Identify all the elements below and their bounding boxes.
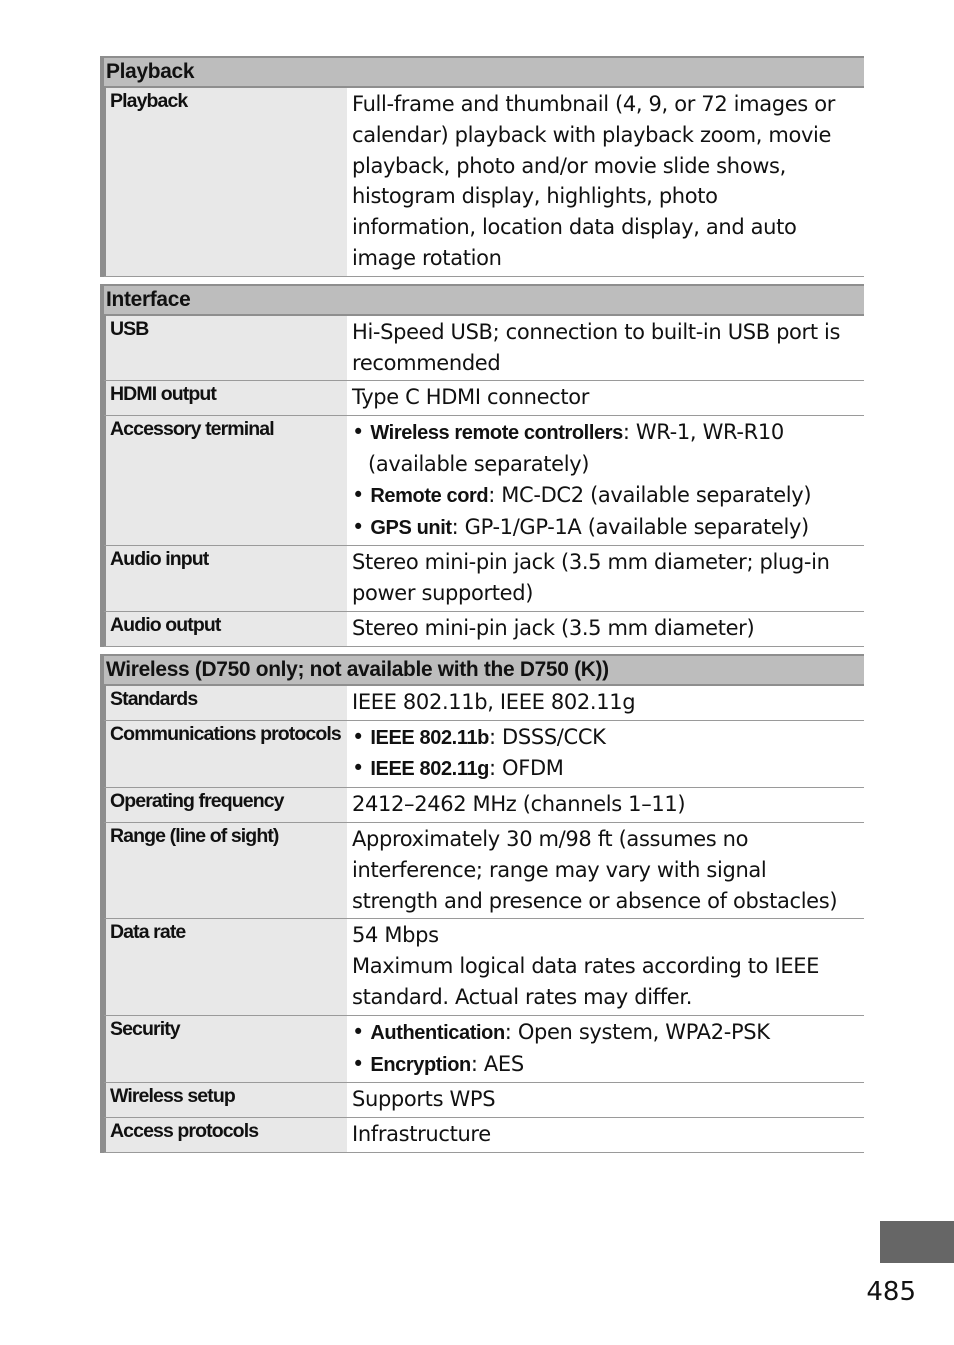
bullet-item: • Remote cord: MC-DC2 (available separately) <box>352 482 812 507</box>
spec-row <box>104 1118 864 1153</box>
bullet-text: : DSSS/CCK <box>489 724 606 749</box>
spec-value-line: Full-frame and thumbnail (4, 9, or 72 images or <box>352 92 836 116</box>
spec-value-line: standard. Actual rates may differ. <box>352 984 693 1009</box>
spec-row <box>104 381 864 416</box>
spec-value-line: Stereo mini-pin jack (3.5 mm diameter; plug-in <box>352 550 830 575</box>
bullet-item: • Authentication: Open system, WPA2-PSK <box>352 1019 770 1044</box>
spec-row <box>104 416 864 546</box>
spec-row <box>104 316 864 382</box>
spec-value-line: Infrastructure <box>352 1122 491 1147</box>
section-header: Wireless (D750 only; not available with the D750 (K)) <box>104 654 864 686</box>
bullet-text: : Open system, WPA2-PSK <box>504 1019 770 1044</box>
spec-value-line: Maximum logical data rates according to IEEE <box>352 954 820 979</box>
spec-value-line: Supports WPS <box>352 1087 496 1112</box>
spec-row <box>104 612 864 647</box>
spec-section <box>100 284 864 647</box>
bullet-key: Encryption <box>370 1053 471 1076</box>
spec-value-line: IEEE 802.11b, IEEE 802.11g <box>352 689 636 714</box>
spec-label: Standards <box>104 686 347 720</box>
spec-value-line: calendar) playback with playback zoom, movie <box>352 122 832 147</box>
spec-label: Communications protocols <box>104 721 347 788</box>
bullet-item: • IEEE 802.11b: DSSS/CCK <box>352 724 606 749</box>
bullet-text: : AES <box>470 1051 524 1076</box>
spec-value-line: image rotation <box>352 245 502 270</box>
spec-value <box>347 721 864 788</box>
spec-value-line: Approximately 30 m/98 ft (assumes no <box>352 826 749 851</box>
bullet-key: Authentication <box>370 1021 505 1044</box>
spec-row <box>104 686 864 721</box>
spec-row <box>104 788 864 823</box>
spec-section <box>100 56 864 277</box>
spec-value-line: playback, photo and/or movie slide shows, <box>352 153 786 178</box>
spec-value-line: Hi-Speed USB; connection to built-in USB port is <box>352 319 841 344</box>
spec-row <box>104 88 864 277</box>
bullet-text: : WR-1, WR-R10 (available separately) <box>368 420 784 476</box>
spec-value <box>347 316 864 381</box>
bullet-key: Wireless remote controllers <box>370 422 623 445</box>
spec-value <box>347 1118 864 1152</box>
spec-value-line: 54 Mbps <box>352 923 439 948</box>
spec-value <box>347 788 864 822</box>
spec-label: Operating frequency <box>104 788 347 822</box>
spec-label: Wireless setup <box>104 1083 347 1117</box>
spec-value-line: Type C HDMI connector <box>352 385 590 410</box>
bullet-text: : GP-1/GP-1A (available separately) <box>451 514 809 539</box>
spec-row <box>104 546 864 612</box>
spec-value <box>347 88 864 276</box>
spec-label: Audio output <box>104 612 347 646</box>
section-tab-marker <box>880 1221 954 1263</box>
spec-value-line: Stereo mini-pin jack (3.5 mm diameter) <box>352 615 755 640</box>
spec-value-line: power supported) <box>352 581 534 606</box>
spec-value <box>347 416 864 545</box>
bullet-key: IEEE 802.11g <box>370 758 489 781</box>
spec-value-line: strength and presence or absence of obstacles) <box>352 888 838 913</box>
spec-table <box>100 56 864 1160</box>
spec-value <box>347 612 864 646</box>
spec-value <box>347 1083 864 1117</box>
spec-row <box>104 919 864 1015</box>
page-number: 485 <box>866 1277 916 1307</box>
bullet-item: • Wireless remote controllers: WR-1, WR-R10 (available separately) <box>352 420 784 476</box>
spec-value <box>347 381 864 415</box>
spec-label: USB <box>104 316 347 381</box>
spec-label: Audio input <box>104 546 347 611</box>
spec-label: Data rate <box>104 919 347 1014</box>
spec-label: HDMI output <box>104 381 347 415</box>
spec-label: Security <box>104 1016 347 1083</box>
spec-value <box>347 686 864 720</box>
bullet-item: • GPS unit: GP-1/GP-1A (available separately) <box>352 514 809 539</box>
bullet-key: GPS unit <box>370 516 452 539</box>
spec-value-line: recommended <box>352 350 501 375</box>
spec-section <box>100 654 864 1153</box>
bullet-item: • IEEE 802.11g: OFDM <box>352 756 564 781</box>
spec-value <box>347 919 864 1014</box>
spec-label: Range (line of sight) <box>104 823 347 918</box>
spec-row <box>104 1083 864 1118</box>
bullet-text: : MC-DC2 (available separately) <box>488 482 812 507</box>
spec-label: Access protocols <box>104 1118 347 1152</box>
spec-row <box>104 1016 864 1084</box>
spec-label: Playback <box>104 88 347 276</box>
spec-label: Accessory terminal <box>104 416 347 545</box>
spec-value-line: histogram display, highlights, photo <box>352 184 718 209</box>
spec-value-line: interference; range may vary with signal <box>352 857 767 882</box>
bullet-text: : OFDM <box>489 756 564 781</box>
spec-row <box>104 721 864 789</box>
bullet-key: IEEE 802.11b <box>370 726 489 749</box>
spec-row <box>104 823 864 919</box>
bullet-item: • Encryption: AES <box>352 1051 524 1076</box>
bullet-key: Remote cord <box>370 484 489 507</box>
section-header: Interface <box>104 284 864 316</box>
spec-value-line: 2412–2462 MHz (channels 1–11) <box>352 792 686 817</box>
spec-value-line: information, location data display, and auto <box>352 215 797 240</box>
spec-value <box>347 1016 864 1083</box>
spec-value <box>347 823 864 918</box>
spec-value <box>347 546 864 611</box>
section-header: Playback <box>104 56 864 88</box>
